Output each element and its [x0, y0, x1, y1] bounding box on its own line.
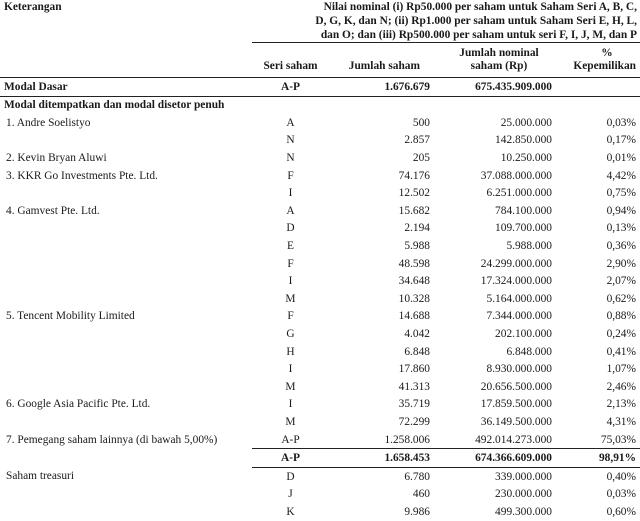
row-seri: F: [287, 257, 294, 270]
row-seri: A: [286, 204, 295, 217]
row-description: [0, 237, 252, 255]
row-nominal: 5.164.000.000: [486, 292, 552, 305]
row-jumlah: 48.598: [398, 257, 430, 270]
row-jumlah: 500: [412, 116, 430, 129]
row-nominal: 17.859.500.000: [480, 398, 552, 411]
row-jumlah: 4.042: [404, 327, 430, 340]
treasury-jumlah: 460: [412, 488, 430, 501]
row-description: [0, 255, 252, 273]
row-pct: 4,31%: [606, 415, 636, 428]
table-row: [0, 185, 640, 203]
header-jumlah: Jumlah saham: [329, 43, 434, 78]
treasury-seri: D: [286, 470, 295, 483]
row-nominal: 17.324.000.000: [480, 275, 552, 288]
treasury-pct: 0,40%: [606, 470, 636, 483]
treasury-seri: J: [288, 488, 293, 501]
row-pct: 0,36%: [606, 240, 636, 253]
table-row: [0, 114, 640, 132]
row-jumlah: 72.299: [398, 415, 430, 428]
treasury-nominal: 230.000.000: [495, 488, 552, 501]
row-description: [0, 361, 252, 379]
modal-dasar-label: Modal Dasar: [0, 78, 252, 97]
row-description: [0, 325, 252, 343]
table-row: [0, 413, 640, 431]
table-row: [0, 132, 640, 150]
row-jumlah: 74.176: [398, 169, 430, 182]
subtotal-row: [0, 449, 640, 468]
row-description: 5. Tencent Mobility Limited: [6, 310, 135, 323]
row-seri: M: [285, 380, 296, 393]
row-nominal: 5.988.000: [506, 240, 552, 253]
table-row: [0, 202, 640, 220]
subtotal-jumlah: 1.658.453: [329, 449, 434, 468]
subtotal-label: [0, 449, 252, 468]
row-nominal: 6.251.000.000: [486, 187, 552, 200]
row-description: [0, 413, 252, 431]
row-seri: F: [287, 310, 294, 323]
table-row: [0, 325, 640, 343]
row-jumlah: 1.258.006: [384, 433, 430, 446]
row-seri: G: [286, 327, 295, 340]
table-row: [0, 308, 640, 326]
header-pct-line1: %: [601, 47, 613, 59]
row-description: [0, 378, 252, 396]
row-description: [0, 290, 252, 308]
row-seri: M: [285, 292, 296, 305]
subtotal-nominal: 674.366.609.000: [434, 449, 564, 468]
row-pct: 0,62%: [606, 292, 636, 305]
subtotal-pct: 98,91%: [564, 449, 640, 468]
table-row: [0, 290, 640, 308]
row-seri: E: [287, 240, 294, 253]
row-description: 1. Andre Soelistyo: [6, 116, 91, 129]
treasury-seri: K: [286, 505, 295, 518]
treasury-pct: 0,03%: [606, 488, 636, 501]
table-row: [0, 167, 640, 185]
row-nominal: 24.299.000.000: [480, 257, 552, 270]
treasury-jumlah: 6.780: [404, 470, 430, 483]
table-row: [0, 255, 640, 273]
header-nominal-col: [434, 43, 564, 78]
modal-dasar-pct: [564, 78, 640, 97]
header-nominal-col-line1: Jumlah nominal: [459, 47, 539, 59]
row-jumlah: 205: [412, 152, 430, 165]
header-nominal-note: [252, 0, 640, 43]
row-nominal: 142.850.000: [495, 134, 552, 147]
row-seri: A-P: [281, 433, 300, 446]
row-seri: F: [287, 169, 294, 182]
row-jumlah: 10.328: [398, 292, 430, 305]
treasury-row: [0, 486, 640, 504]
row-pct: 2,46%: [606, 380, 636, 393]
row-description: [0, 343, 252, 361]
treasury-row: [0, 468, 640, 486]
treasury-jumlah: 9.986: [404, 505, 430, 518]
header-nominal-row: [0, 0, 640, 43]
row-pct: 2,90%: [606, 257, 636, 270]
header-nominal-line1: Nilai nominal (i) Rp50.000 per saham untuk Saham Seri A, B, C,: [323, 1, 637, 13]
treasury-nominal: 339.000.000: [495, 470, 552, 483]
row-description: [0, 220, 252, 238]
row-nominal: 6.848.000: [506, 345, 552, 358]
row-seri: I: [288, 363, 293, 376]
row-description: 7. Pemegang saham lainnya (di bawah 5,00%): [6, 433, 218, 446]
row-description: [0, 185, 252, 203]
row-description: 4. Gamvest Pte. Ltd.: [6, 204, 100, 217]
table-row: [0, 237, 640, 255]
section-title-row: [0, 96, 640, 114]
row-pct: 75,03%: [600, 433, 636, 446]
header-keterangan: Keterangan: [4, 1, 62, 13]
section-title: Modal ditempatkan dan modal disetor penuh: [4, 99, 225, 112]
row-nominal: 109.700.000: [495, 222, 552, 235]
treasury-label: Saham treasuri: [6, 470, 75, 483]
treasury-row: [0, 503, 640, 521]
row-nominal: 37.088.000.000: [480, 169, 552, 182]
row-jumlah: 41.313: [398, 380, 430, 393]
row-jumlah: 17.860: [398, 363, 430, 376]
table-row: [0, 273, 640, 291]
row-jumlah: 34.648: [398, 275, 430, 288]
modal-dasar-seri: A-P: [252, 78, 329, 97]
row-pct: 2,13%: [606, 398, 636, 411]
header-nominal-col-line2: saham (Rp): [470, 60, 528, 72]
subtotal-seri: A-P: [252, 449, 329, 468]
row-pct: 0,75%: [606, 187, 636, 200]
row-seri: H: [286, 345, 295, 358]
row-seri: I: [288, 275, 293, 288]
row-nominal: 784.100.000: [495, 204, 552, 217]
table-row: [0, 149, 640, 167]
row-nominal: 8.930.000.000: [486, 363, 552, 376]
header-nominal-line2: D, G, K, dan N; (ii) Rp1.000 per saham untuk Saham Seri E, H, L,: [315, 15, 637, 27]
modal-dasar-jumlah: 1.676.679: [329, 78, 434, 97]
row-description: [0, 132, 252, 150]
row-pct: 2,07%: [606, 275, 636, 288]
row-pct: 0,13%: [606, 222, 636, 235]
row-nominal: 7.344.000.000: [486, 310, 552, 323]
modal-dasar-nominal: 675.435.909.000: [434, 78, 564, 97]
modal-dasar-row: [0, 78, 640, 97]
row-description: [0, 486, 252, 504]
table-row: [0, 220, 640, 238]
row-jumlah: 6.848: [404, 345, 430, 358]
row-pct: 0,41%: [606, 345, 636, 358]
table-row: [0, 396, 640, 414]
row-pct: 0,24%: [606, 327, 636, 340]
row-pct: 0,01%: [606, 152, 636, 165]
row-jumlah: 14.688: [398, 310, 430, 323]
header-nominal-line3: dan O; dan (iii) Rp500.000 per saham untuk seri F, I, J, M, dan P: [320, 29, 637, 41]
row-jumlah: 2.857: [404, 134, 430, 147]
row-jumlah: 35.719: [398, 398, 430, 411]
row-nominal: 10.250.000: [500, 152, 552, 165]
header-seri: Seri saham: [252, 43, 329, 78]
row-seri: N: [286, 152, 295, 165]
row-description: 3. KKR Go Investments Pte. Ltd.: [6, 169, 158, 182]
row-description: [0, 273, 252, 291]
table-row: [0, 431, 640, 449]
table-row: [0, 378, 640, 396]
row-seri: N: [286, 134, 295, 147]
treasury-pct: 0,60%: [606, 505, 636, 518]
row-jumlah: 2.194: [404, 222, 430, 235]
row-seri: I: [288, 187, 293, 200]
row-nominal: 20.656.500.000: [480, 380, 552, 393]
row-nominal: 25.000.000: [500, 116, 552, 129]
table-row: [0, 361, 640, 379]
treasury-nominal: 499.300.000: [495, 505, 552, 518]
row-seri: A: [286, 116, 295, 129]
row-pct: 0,17%: [606, 134, 636, 147]
row-seri: M: [285, 415, 296, 428]
row-pct: 4,42%: [606, 169, 636, 182]
row-jumlah: 12.502: [398, 187, 430, 200]
row-seri: D: [286, 222, 295, 235]
row-description: [0, 503, 252, 521]
table-row: [0, 343, 640, 361]
header-pct-line2: Kepemilikan: [573, 60, 636, 72]
row-jumlah: 5.988: [404, 240, 430, 253]
row-pct: 0,03%: [606, 116, 636, 129]
row-pct: 1,07%: [606, 363, 636, 376]
row-nominal: 202.100.000: [495, 327, 552, 340]
row-jumlah: 15.682: [398, 204, 430, 217]
row-description: 6. Google Asia Pacific Pte. Ltd.: [6, 398, 151, 411]
row-nominal: 36.149.500.000: [480, 415, 552, 428]
row-description: 2. Kevin Bryan Aluwi: [6, 152, 107, 165]
row-nominal: 492.014.273.000: [475, 433, 552, 446]
row-pct: 0,88%: [606, 310, 636, 323]
header-pct: [564, 43, 640, 78]
row-pct: 0,94%: [606, 204, 636, 217]
row-seri: I: [288, 398, 293, 411]
